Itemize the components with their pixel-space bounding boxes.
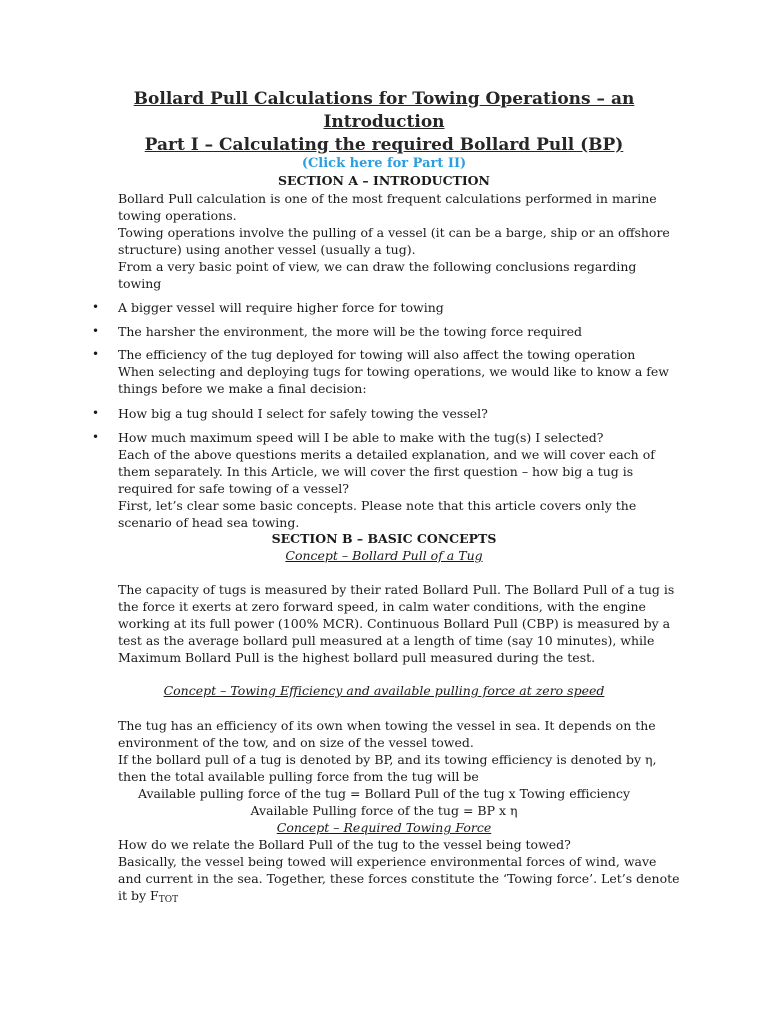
bullet-icon: • [92, 347, 100, 361]
formula-line: Available pulling force of the tug = Bollard Pull of the tug x Towing efficiency [137, 786, 631, 801]
concept-heading-towing-efficiency: Concept – Towing Efficiency and available pulling force at zero speed [163, 683, 605, 698]
capacity-paragraph-line: The capacity of tugs is measured by their rated Bollard Pull. The Bollard Pull of a tug is [118, 582, 675, 597]
list-item: How much maximum speed will I be able to make with the tug(s) I selected? [118, 430, 604, 445]
intro-paragraph-line: structure) using another vessel (usually a tug). [118, 242, 416, 257]
concept-heading-required-towing-force: Concept – Required Towing Force [276, 820, 492, 835]
efficiency-paragraph-line: The tug has an efficiency of its own when towing the vessel in sea. It depends on the [118, 718, 656, 733]
list-item: A bigger vessel will require higher force for towing [118, 300, 444, 315]
bullet-icon: • [92, 324, 100, 338]
required-force-paragraph-line: Basically, the vessel being towed will experience environmental forces of wind, wave [118, 854, 657, 869]
body-line: Each of the above questions merits a detailed explanation, and we will cover each of [118, 447, 655, 462]
required-force-paragraph-line [118, 887, 178, 909]
intro-paragraph-line: Bollard Pull calculation is one of the most frequent calculations performed in marine [118, 191, 657, 206]
body-line: things before we make a final decision: [118, 381, 367, 396]
concept-heading-bollard-pull: Concept – Bollard Pull of a Tug [285, 548, 483, 563]
capacity-paragraph-line: test as the average bollard pull measured at a length of time (say 10 minutes), while [118, 633, 655, 648]
required-force-paragraph-line: and current in the sea. Together, these forces constitute the ‘Towing force’. Let’s denote [118, 871, 680, 886]
intro-paragraph-line: Towing operations involve the pulling of a vessel (it can be a barge, ship or an offshore [118, 225, 670, 240]
intro-paragraph-line: From a very basic point of view, we can draw the following conclusions regarding [118, 259, 637, 274]
capacity-paragraph-line: the force it exerts at zero forward speed, in calm water conditions, with the engine [118, 599, 646, 614]
title-line-2: Introduction [323, 112, 445, 132]
title-line-1: Bollard Pull Calculations for Towing Operations – an [133, 89, 635, 109]
formula-line: Available Pulling force of the tug = BP x η [250, 803, 518, 818]
required-force-text: it by F [118, 888, 159, 903]
bullet-icon: • [92, 300, 100, 314]
capacity-paragraph-line: Maximum Bollard Pull is the highest bollard pull measured during the test. [118, 650, 596, 665]
intro-paragraph-line: towing operations. [118, 208, 237, 223]
list-item: The efficiency of the tug deployed for towing will also affect the towing operation [118, 347, 636, 362]
efficiency-paragraph-line: environment of the tow, and on size of the vessel towed. [118, 735, 474, 750]
body-line: them separately. In this Article, we will cover the first question – how big a tug is [118, 464, 634, 479]
body-line: First, let’s clear some basic concepts. Please note that this article covers only the [118, 498, 637, 513]
capacity-paragraph-line: working at its full power (100% MCR). Continuous Bollard Pull (CBP) is measured by a [118, 616, 671, 631]
title-line-3: Part I – Calculating the required Bollard Pull (BP) [144, 135, 624, 155]
body-line: scenario of head sea towing. [118, 515, 300, 530]
required-force-paragraph-line: How do we relate the Bollard Pull of the tug to the vessel being towed? [118, 837, 571, 852]
body-line: When selecting and deploying tugs for towing operations, we would like to know a few [118, 364, 669, 379]
list-item: The harsher the environment, the more will be the towing force required [118, 324, 583, 339]
part-2-link[interactable]: (Click here for Part II) [301, 156, 467, 171]
section-a-heading: SECTION A – INTRODUCTION [278, 173, 490, 188]
intro-paragraph-line: towing [118, 276, 162, 291]
bullet-icon: • [92, 406, 100, 420]
bullet-icon: • [92, 430, 100, 444]
list-item: How big a tug should I select for safely towing the vessel? [118, 406, 488, 421]
ftot-subscript: TOT [158, 895, 179, 905]
efficiency-paragraph-line: then the total available pulling force from the tug will be [118, 769, 479, 784]
body-line: required for safe towing of a vessel? [118, 481, 349, 496]
section-b-heading: SECTION B – BASIC CONCEPTS [271, 531, 497, 546]
efficiency-paragraph-line: If the bollard pull of a tug is denoted by BP, and its towing efficiency is denoted by η, [118, 752, 657, 767]
